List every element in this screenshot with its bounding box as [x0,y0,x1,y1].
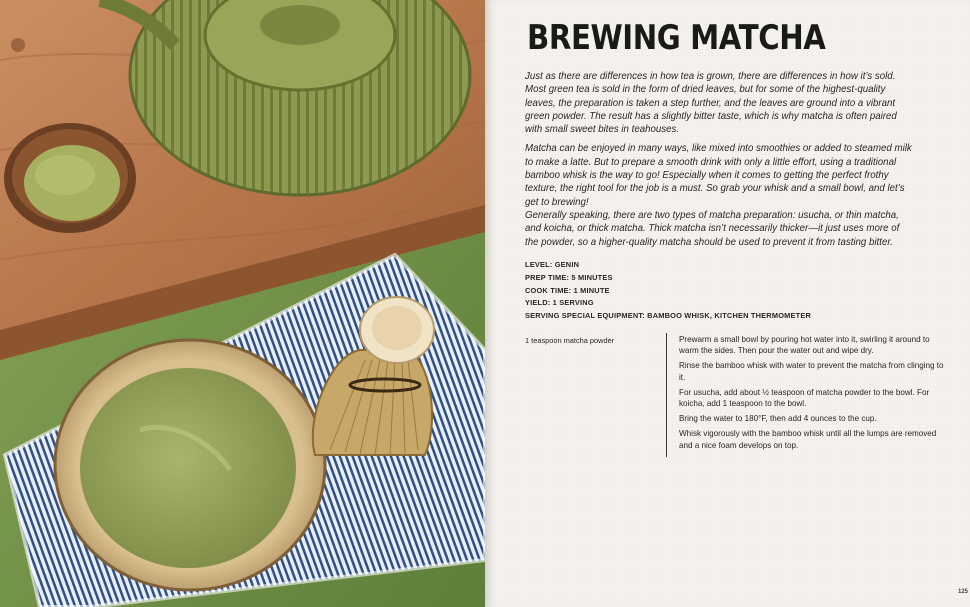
instruction-step: Bring the water to 180°F, then add 4 ounces to the cup. [679,414,877,424]
recipe-page [485,0,970,607]
meta-cook-time: COOK TIME: 1 MINUTE [525,285,610,295]
intro-paragraph: Generally speaking, there are two types of matcha preparation: usucha, or thin matcha, and koicha, or thick matcha. Thick matcha isn’t necessarily thicker—it just uses more of the powder, so a higher-quality matcha should be used to prevent it from tasting bitter. [525,209,900,248]
meta-yield: YIELD: 1 SERVING [525,298,594,308]
instruction-step: For usucha, add about ½ teaspoon of matcha powder to the bowl. For koicha, add 1 teaspoon to the bowl. [679,387,930,409]
instructions-list [679,334,947,455]
instruction-step: Rinse the bamboo whisk with water to prevent the matcha from clinging to it. [679,361,944,382]
meta-prep-time: PREP TIME: 5 MINUTES [525,272,613,282]
column-divider [666,333,667,457]
intro-paragraph: Matcha can be enjoyed in many ways, like mixed into smoothies or added to steamed milk to make a latte. But to prepare a smooth drink with only a little effort, using a traditional bamboo whisk is the way to go! Especially when it comes to getting the perfect frothy texture, the right tool for the job is a must. So grab your whisk and a small bowl, and let’s get to brewing! [525,143,912,208]
instruction-step: Prewarm a small bowl by pouring hot water into it, swirling it around to warm the sides. Then pour the water out and wipe dry. [679,335,930,356]
ingredients-list [525,336,614,345]
intro-text [525,70,914,255]
intro-paragraph: Just as there are differences in how tea is grown, there are differences in how it’s sold. Most green tea is sold in the form of dried leaves, but for some of the highest-quality leaves, the preparation is taken a step further, and the leaves are ground into a vibrant green powder. The result has a slightly bitter taste, which is why matcha is often paired with small sweet bites in teahouses. [525,71,897,136]
meta-level: LEVEL: GENIN [525,260,580,269]
instruction-step: Whisk vigorously with the bamboo whisk until all the lumps are removed and a nice foam develops on top. [679,429,937,450]
page-title: BREWING MATCHA [527,18,826,58]
meta-equipment: SERVING SPECIAL EQUIPMENT: BAMBOO WHISK, KITCHEN THERMOMETER [525,311,812,321]
ingredient-item: 1 teaspoon matcha powder [525,336,615,345]
page-number: 125 [957,589,968,595]
recipe-meta [525,259,811,323]
